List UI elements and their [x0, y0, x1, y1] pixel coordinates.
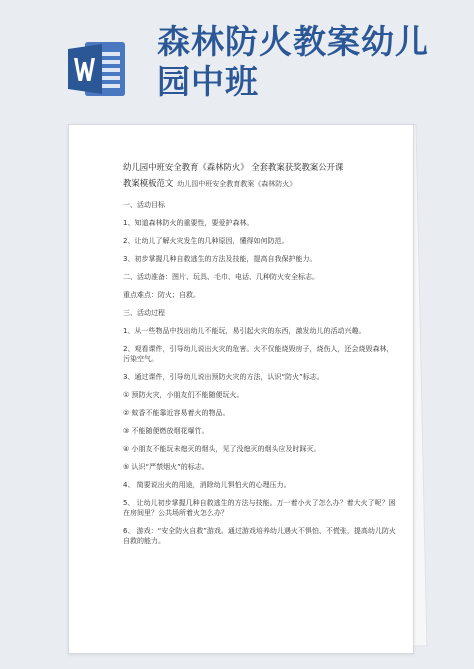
title-line-1: 森林防火教案幼儿 [157, 22, 429, 61]
paragraph: 1、从一些物品中找出幼儿不能玩，易引起火灾的东西，激发幼儿的活动兴趣。 [123, 327, 366, 335]
paragraph: 5、 让幼儿初步掌握几种自救逃生的方法与技能。万一着小火了怎么办？着大火了呢？困在房间里？公共场所着火怎么办？ [123, 499, 396, 517]
paragraph: ② 蚊香不能靠近容易着火的物品。 [123, 409, 230, 417]
document-heading [123, 159, 398, 192]
title-line-2: 园中班 [157, 62, 259, 101]
paragraph: 一、活动目标 [123, 201, 165, 209]
heading-line-1: 幼儿园中班安全教育《森林防火》 全套教案获奖教案公开课 [123, 162, 344, 172]
paragraph: 2、观看课件，引导幼儿说出火灾的危害。火不仅能烧毁房子，烧伤人，还会烧毁森林，污染空气。 [123, 345, 394, 363]
word-document-icon [66, 38, 128, 100]
paragraph: 6、 游戏：“安全防火自救”游戏。通过游戏培养幼儿遇火不惧怕、不慌张，提高幼儿防火自救的能力。 [123, 527, 396, 545]
header [0, 0, 474, 110]
paragraph: ⑤ 认识“严禁烟火”的标志。 [123, 463, 209, 471]
paragraph: 三、活动过程 [123, 309, 165, 317]
paragraph: ① 预防火灾，小朋友们不能随便玩火。 [123, 391, 244, 399]
paragraph: ③ 不能随便燃放烟花爆竹。 [123, 427, 209, 435]
heading-line-2 [123, 175, 398, 192]
paragraph: 二、活动准备：图片、玩具、毛巾、电话、几种防火安全标志。 [123, 273, 319, 281]
paragraph: 重点难点：防火；自救。 [123, 291, 200, 299]
document-title [157, 22, 457, 102]
paragraph: ④ 小朋友不能玩未熄灭的烟头，见了没熄灭的烟头应及时踩灭。 [123, 445, 321, 453]
paragraph: 2、让幼儿了解火灾发生的几种原因，懂得如何防范。 [123, 237, 289, 245]
document-content [123, 159, 398, 546]
paragraph: 4、 简要说出火的用途，消除幼儿惧怕火的心理压力。 [123, 481, 291, 489]
paragraph: 3、通过课件，引导幼儿说出预防火灾的方法，认识“防火”标志。 [123, 373, 324, 381]
paragraph: 1、知道森林防火的重要性，要爱护森林。 [123, 219, 254, 227]
heading-line-2-text: 教案模板范文 [123, 178, 174, 188]
document-page [68, 124, 414, 654]
paragraph: 3、初步掌握几种自救逃生的方法及技能，提高自我保护能力。 [123, 255, 317, 263]
heading-subtitle: 幼儿园中班安全教育教案《森林防火》 [177, 180, 297, 188]
